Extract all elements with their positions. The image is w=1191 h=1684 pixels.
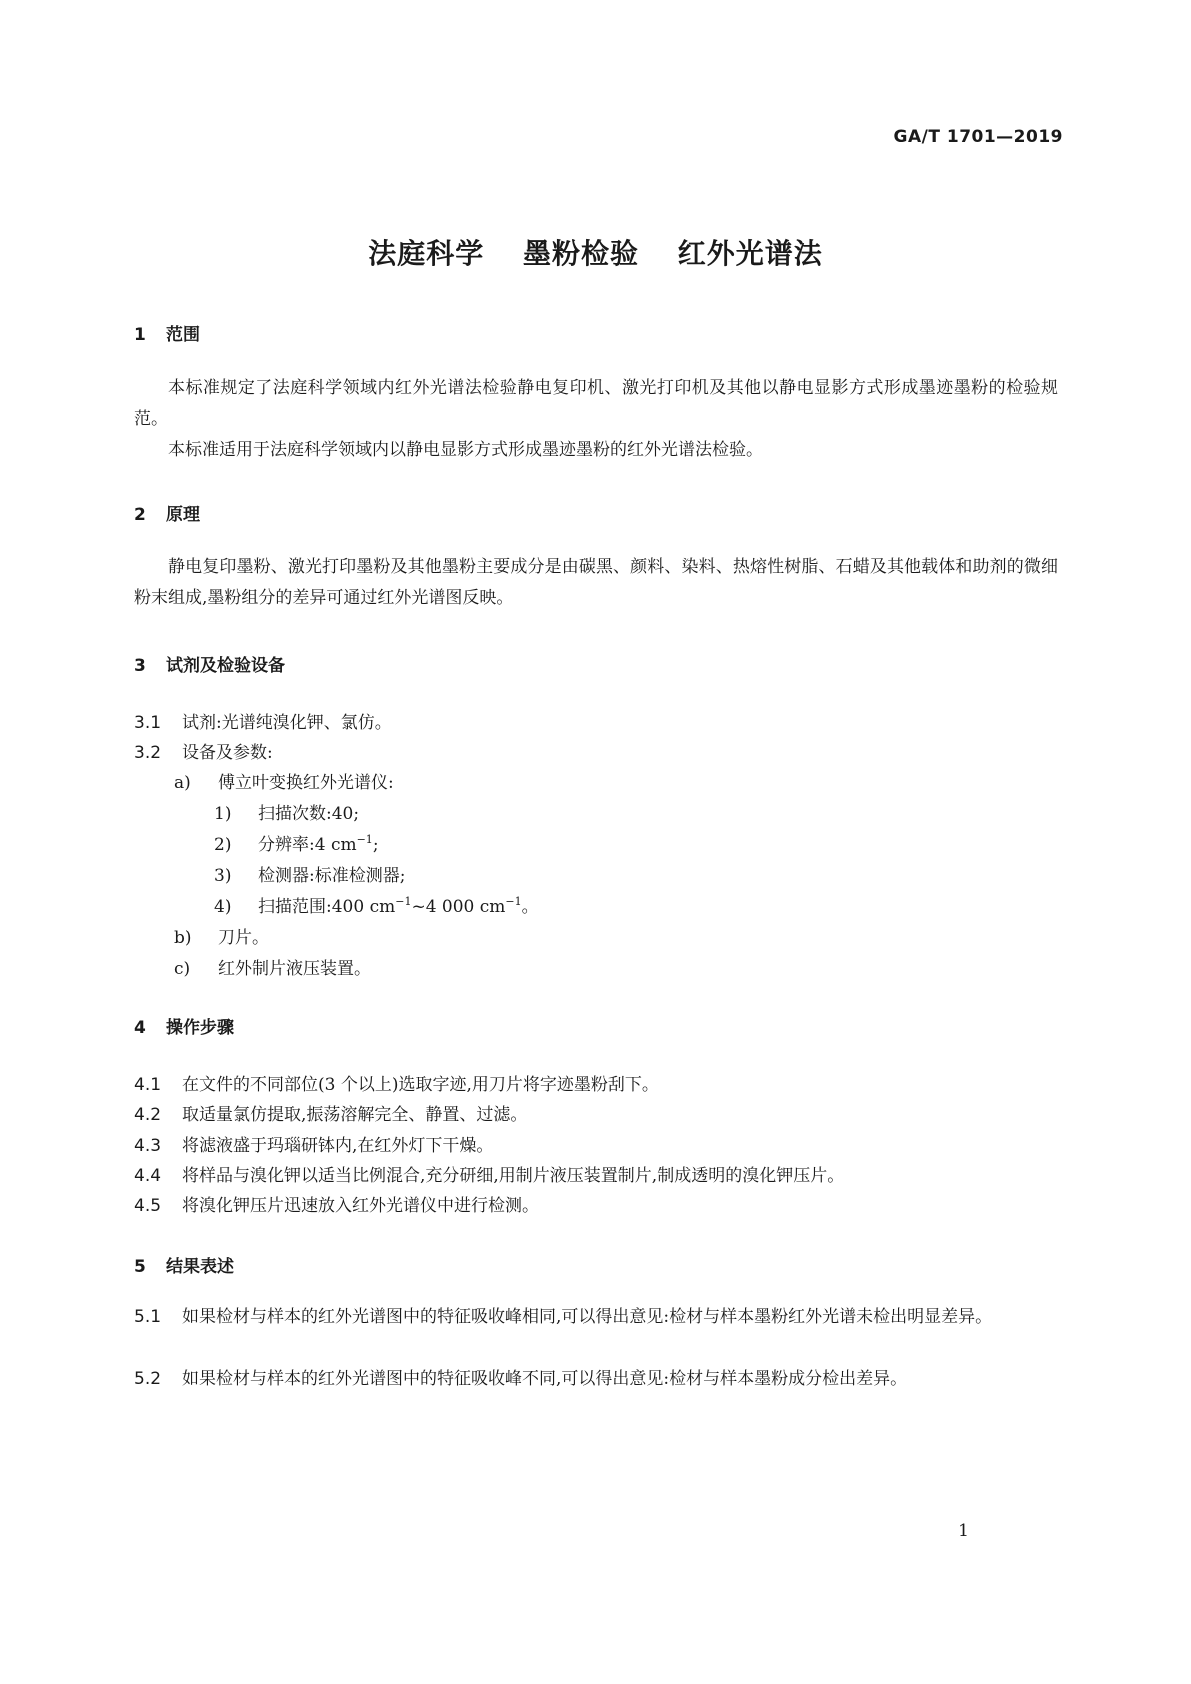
- clause-number: 4.3: [134, 1136, 162, 1156]
- section-title: 操作步骤: [166, 1018, 234, 1038]
- list-text: [258, 897, 539, 917]
- section-2-body: [134, 552, 1058, 614]
- text-pre: 扫描范围:400 cm: [258, 897, 396, 917]
- list-item-b: [174, 923, 269, 948]
- text-mid: ~4 000 cm: [411, 897, 506, 917]
- section-title: 结果表述: [166, 1257, 234, 1277]
- paragraph: 本标准适用于法庭科学领域内以静电显影方式形成墨迹墨粉的红外光谱法检验。: [168, 440, 763, 460]
- clause-4-2: [134, 1100, 527, 1125]
- section-2-heading: [134, 500, 200, 525]
- section-number: 5: [134, 1257, 146, 1277]
- section-title: 原理: [166, 505, 200, 525]
- superscript: −1: [505, 895, 522, 908]
- section-5-heading: [134, 1252, 234, 1277]
- list-text: 红外制片液压装置。: [218, 959, 371, 979]
- document-title: [0, 232, 1191, 272]
- clause-number: 5.1: [134, 1307, 162, 1327]
- clause-text: 取适量氯仿提取,振荡溶解完全、静置、过滤。: [182, 1105, 528, 1125]
- list-item-a: [174, 768, 394, 793]
- section-number: 1: [134, 325, 146, 345]
- clause-number: 4.2: [134, 1105, 162, 1125]
- text-post: 。: [521, 897, 539, 917]
- clause-text: 试剂:光谱纯溴化钾、氯仿。: [182, 713, 392, 733]
- paragraph: 静电复印墨粉、激光打印墨粉及其他墨粉主要成分是由碳黑、颜料、染料、热熔性树脂、石蜡及其他载体和助剂的微细粉末组成,墨粉组分的差异可通过红外光谱图反映。: [134, 557, 1058, 608]
- clause-text: 如果检材与样本的红外光谱图中的特征吸收峰相同,可以得出意见:检材与样本墨粉红外光谱未检出明显差异。: [182, 1307, 993, 1327]
- clause-number: 3.2: [134, 743, 162, 763]
- text-post: ;: [372, 835, 379, 855]
- superscript: −1: [356, 833, 373, 846]
- list-text: 扫描次数:40;: [258, 804, 360, 824]
- clause-text: 将样品与溴化钾以适当比例混合,充分研细,用制片液压装置制片,制成透明的溴化钾压片。: [182, 1166, 845, 1186]
- list-text: [258, 835, 379, 855]
- section-number: 3: [134, 656, 146, 676]
- section-1-body: [134, 373, 1058, 466]
- clause-text: 将滤液盛于玛瑙研钵内,在红外灯下干燥。: [182, 1136, 494, 1156]
- list-text: 傅立叶变换红外光谱仪:: [218, 773, 394, 793]
- title-part-2: 墨粉检验: [522, 237, 639, 270]
- title-part-1: 法庭科学: [368, 237, 485, 270]
- clause-text: 将溴化钾压片迅速放入红外光谱仪中进行检测。: [182, 1196, 539, 1216]
- standard-number: GA/T 1701—2019: [893, 127, 1063, 147]
- list-text: 检测器:标准检测器;: [258, 866, 406, 886]
- clause-4-5: [134, 1191, 539, 1216]
- section-number: 4: [134, 1018, 146, 1038]
- list-item-a4: [214, 892, 539, 917]
- list-marker: a): [174, 773, 191, 793]
- list-item-a3: [214, 861, 405, 886]
- page-number: 1: [958, 1521, 969, 1541]
- clause-5-2: [134, 1364, 1058, 1395]
- clause-text: 设备及参数:: [182, 743, 273, 763]
- section-1-heading: [134, 320, 200, 345]
- section-4-heading: [134, 1013, 234, 1038]
- clause-4-3: [134, 1131, 493, 1156]
- clause-number: 3.1: [134, 713, 162, 733]
- list-item-c: [174, 954, 371, 979]
- list-marker: 3): [214, 866, 232, 886]
- clause-3-1: [134, 708, 392, 733]
- list-marker: 4): [214, 897, 232, 917]
- text-pre: 分辨率:4 cm: [258, 835, 357, 855]
- list-item-a1: [214, 799, 359, 824]
- clause-3-2: [134, 738, 273, 763]
- clause-4-4: [134, 1161, 844, 1186]
- list-marker: b): [174, 928, 192, 948]
- section-3-heading: [134, 651, 285, 676]
- list-text: 刀片。: [218, 928, 269, 948]
- paragraph: 本标准规定了法庭科学领域内红外光谱法检验静电复印机、激光打印机及其他以静电显影方式形成墨迹墨粉的检验规范。: [134, 378, 1058, 429]
- clause-5-1: [134, 1302, 1058, 1333]
- list-marker: 1): [214, 804, 232, 824]
- clause-number: 4.1: [134, 1075, 162, 1095]
- list-marker: c): [174, 959, 191, 979]
- clause-number: 4.5: [134, 1196, 162, 1216]
- title-part-3: 红外光谱法: [677, 237, 823, 270]
- list-marker: 2): [214, 835, 232, 855]
- section-number: 2: [134, 505, 146, 525]
- section-title: 范围: [166, 325, 200, 345]
- section-title: 试剂及检验设备: [166, 656, 285, 676]
- superscript: −1: [395, 895, 412, 908]
- clause-text: 如果检材与样本的红外光谱图中的特征吸收峰不同,可以得出意见:检材与样本墨粉成分检出差异。: [182, 1369, 908, 1389]
- clause-number: 4.4: [134, 1166, 162, 1186]
- clause-text: 在文件的不同部位(3 个以上)选取字迹,用刀片将字迹墨粉刮下。: [182, 1075, 659, 1095]
- clause-number: 5.2: [134, 1369, 162, 1389]
- clause-4-1: [134, 1070, 659, 1095]
- list-item-a2: [214, 830, 379, 855]
